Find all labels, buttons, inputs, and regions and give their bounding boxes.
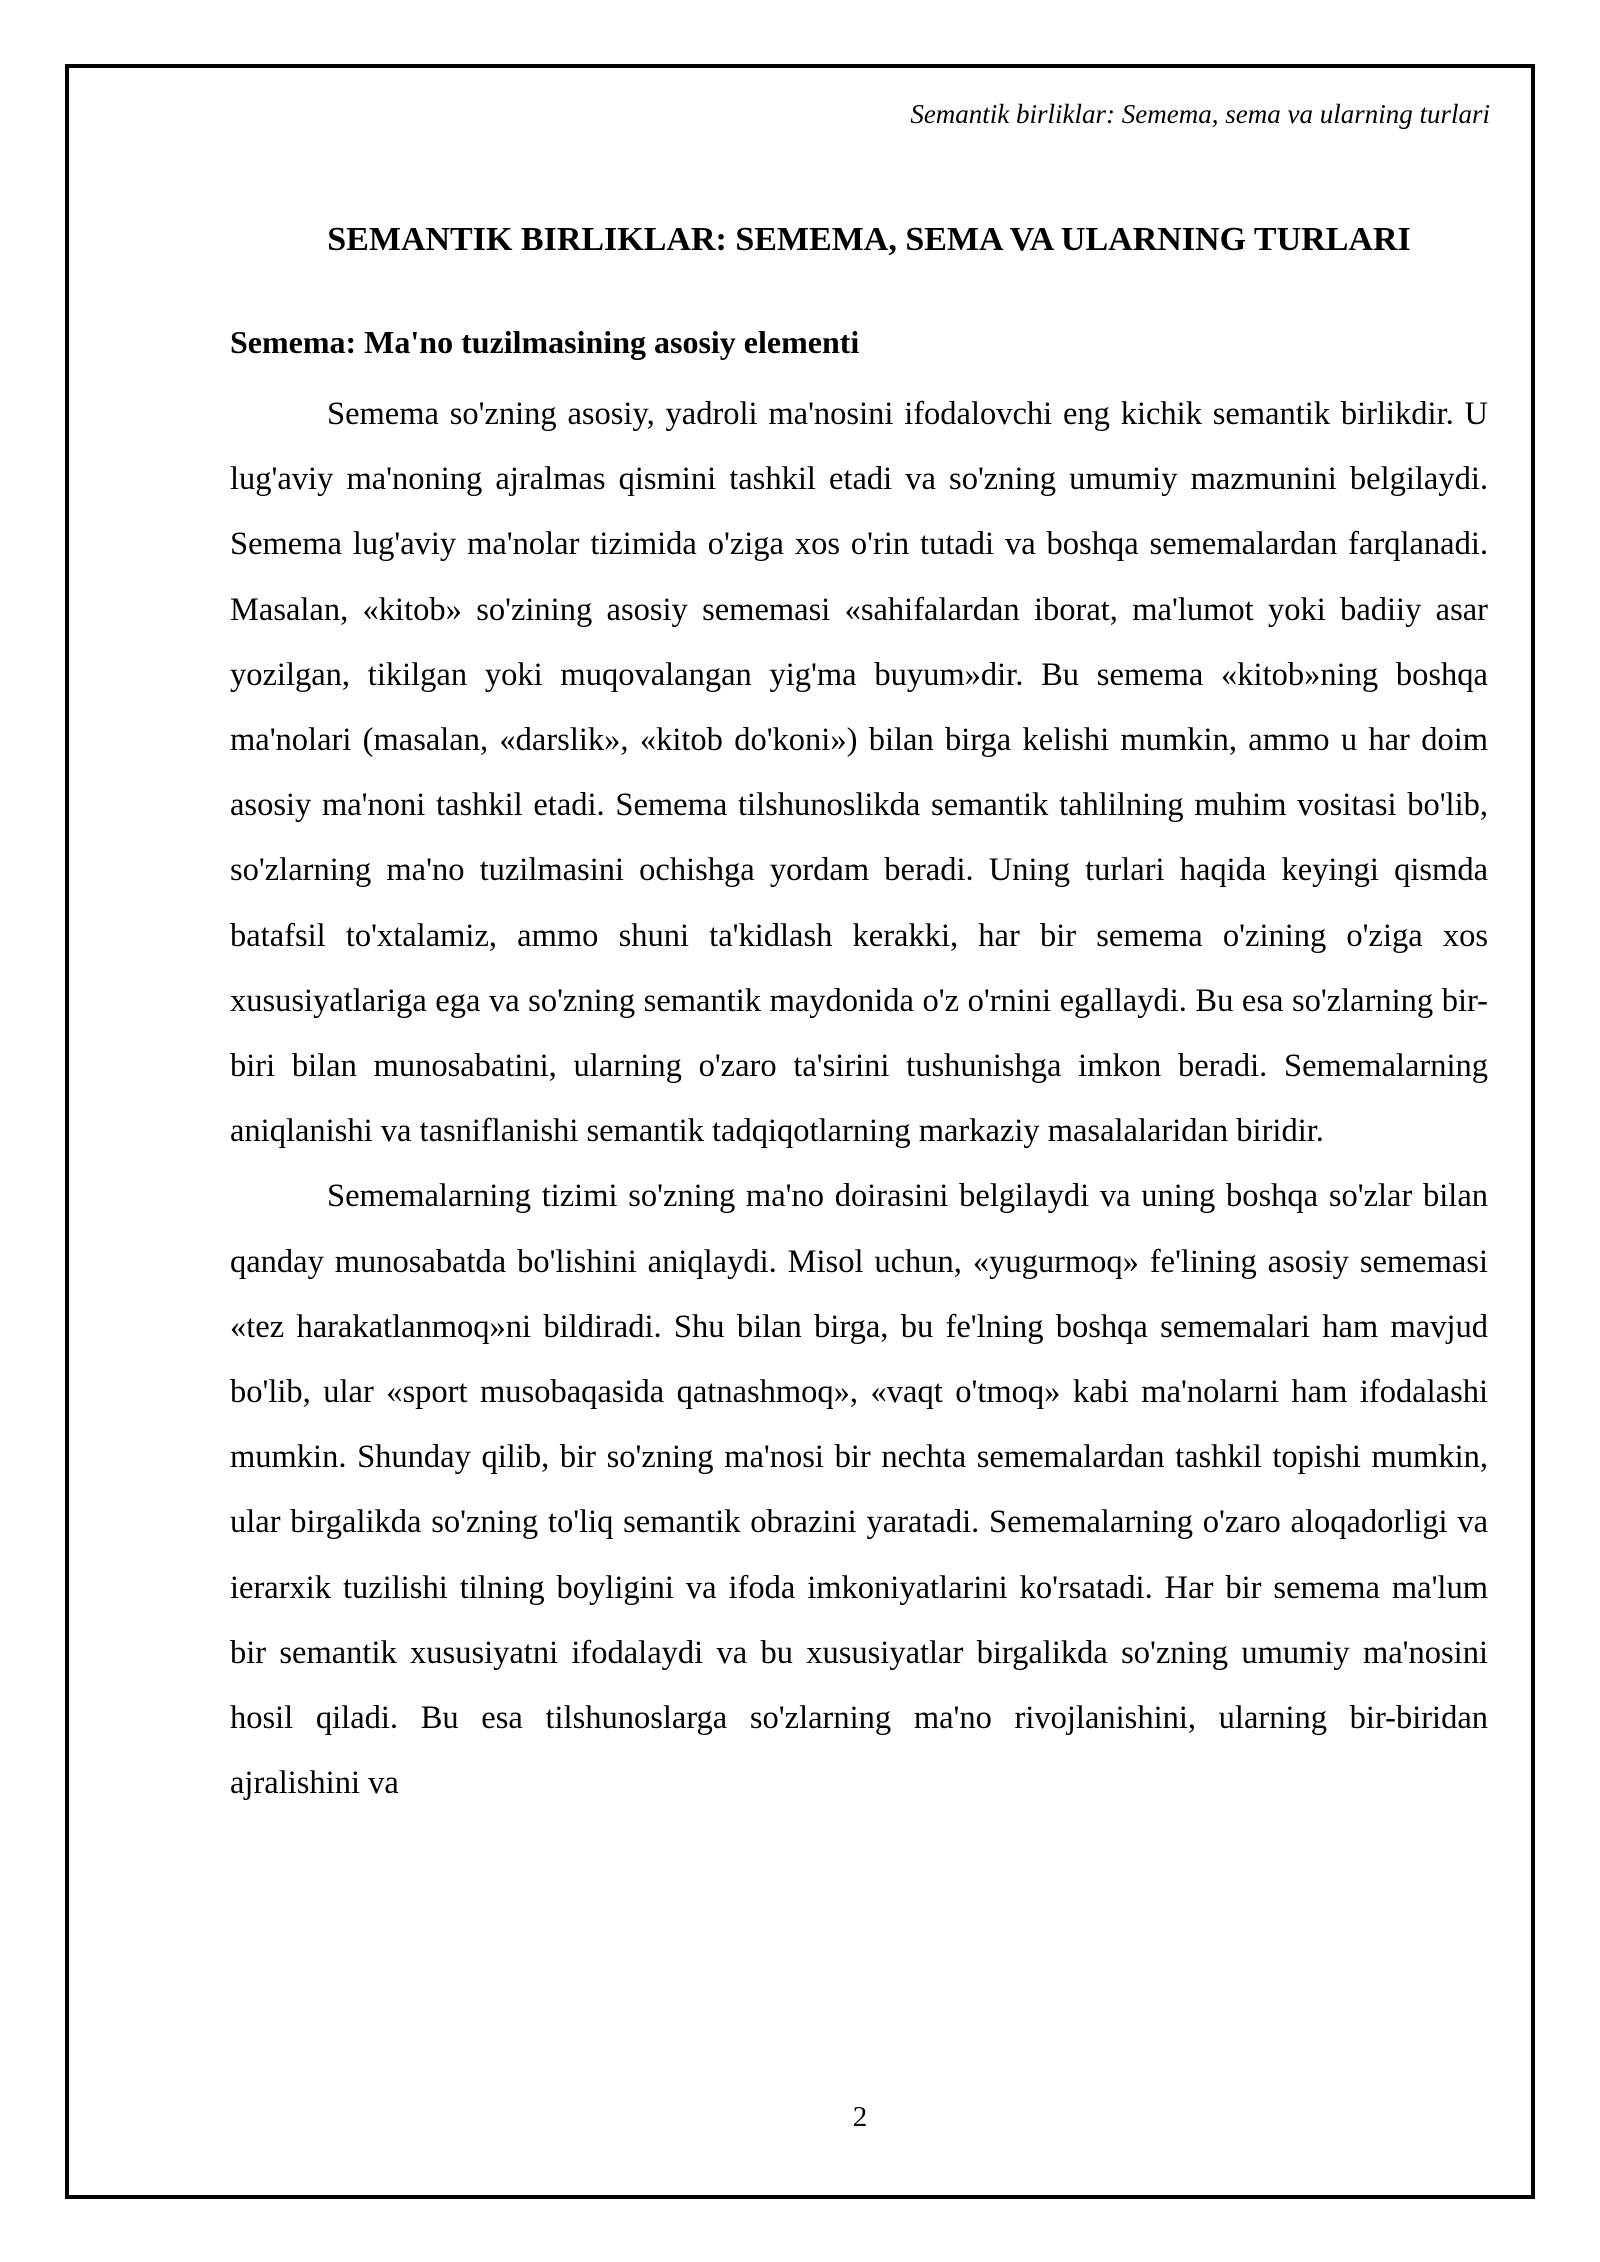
page-number: 2: [852, 2101, 868, 2133]
document-body: [230, 210, 1488, 1816]
document-title: SEMANTIK BIRLIKLAR: SEMEMA, SEMA VA ULARNING TURLARI: [327, 221, 1411, 258]
running-header: Semantik birliklar: Semema, sema va ularning turlari: [910, 99, 1490, 129]
paragraph-1: Semema so'zning asosiy, yadroli ma'nosini ifodalovchi eng kichik semantik birlikdir. U lug'aviy ma'noning ajralmas qismini tashkil etadi va so'zning umumiy mazmunini belgilaydi. Semema lug'aviy ma'nolar tizimida o'ziga xos o'rin tutadi va boshqa sememalardan farqlanadi. Masalan, «kitob» so'zining asosiy sememasi «sahifalardan iborat, ma'lumot yoki badiiy asar yozilgan, tikilgan yoki muqovalangan yig'ma buyum»dir. Bu semema «kitob»ning boshqa ma'nolari (masalan, «darslik», «kitob do'koni») bilan birga kelishi mumkin, ammo u har doim asosiy ma'noni tashkil etadi. Semema tilshunoslikda semantik tahlilning muhim vositasi bo'lib, so'zlarning ma'no tuzilmasini ochishga yordam beradi. Uning turlari haqida keyingi qismda batafsil to'xtalamiz, ammo shuni ta'kidlash kerakki, har bir semema o'zining o'ziga xos xususiyatlariga ega va so'zning semantik maydonida o'z o'rnini egallaydi. Bu esa so'zlarning bir-biri bilan munosabatini, ularning o'zaro ta'sirini tushunishga imkon beradi. Sememalarning aniqlanishi va tasniflanishi semantik tadqiqotlarning markaziy masalalaridan biridir.: [230, 396, 1488, 1150]
paragraph-2: Sememalarning tizimi so'zning ma'no doirasini belgilaydi va uning boshqa so'zlar bilan qanday munosabatda bo'lishini aniqlaydi. Misol uchun, «yugurmoq» fe'lining asosiy sememasi «tez harakatlanmoq»ni bildiradi. Shu bilan birga, bu fe'lning boshqa sememalari ham mavjud bo'lib, ular «sport musobaqasida qatnashmoq», «vaqt o'tmoq» kabi ma'nolarni ham ifodalashi mumkin. Shunday qilib, bir so'zning ma'nosi bir nechta sememalardan tashkil topishi mumkin, ular birgalikda so'zning to'liq semantik obrazini yaratadi. Sememalarning o'zaro aloqadorligi va ierarxik tuzilishi tilning boyligini va ifoda imkoniyatlarini ko'rsatadi. Har bir semema ma'lum bir semantik xususiyatni ifodalaydi va bu xususiyatlar birgalikda so'zning umumiy ma'nosini hosil qiladi. Bu esa tilshunoslarga so'zlarning ma'no rivojlanishini, ularning bir-biridan ajralishini va: [230, 1178, 1488, 1802]
section-heading: Semema: Ma'no tuzilmasining asosiy elementi: [230, 324, 860, 360]
